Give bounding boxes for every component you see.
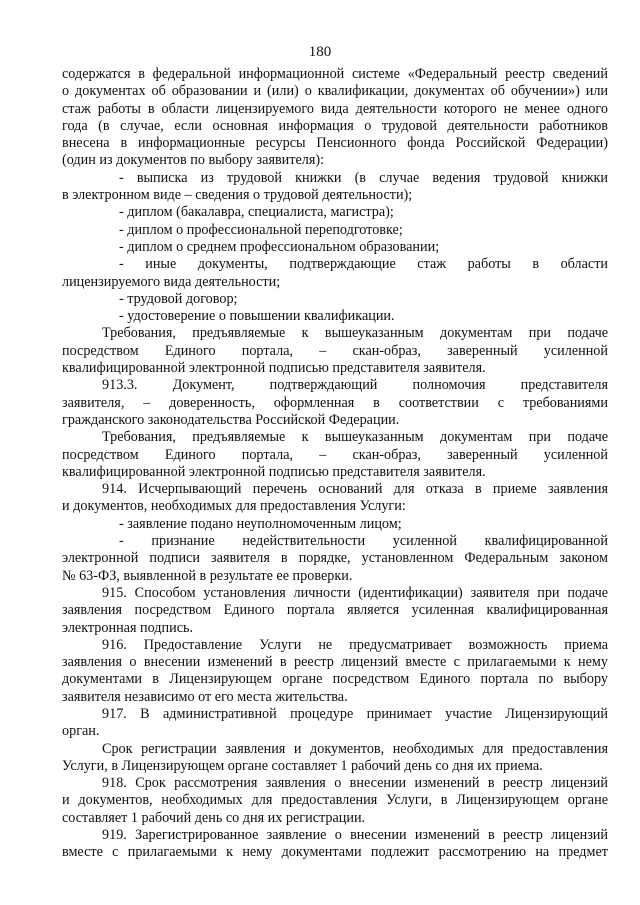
text-line: электронная подпись.: [62, 619, 194, 636]
text-line: - иные документы, подтверждающие стаж работы в области: [119, 256, 608, 273]
text-line: 919. Зарегистрированное заявление о внесении изменений в реестр лицензий: [102, 827, 608, 844]
text-line: - признание недействительности усиленной квалифицированной: [119, 533, 608, 550]
text-line: Срок регистрации заявления и документов, необходимых для предоставления: [102, 740, 608, 757]
text-line: заявителя, – доверенность, оформленная в соответствии с требованиями: [62, 394, 608, 411]
text-line: заявителя независимо от его места жительства.: [62, 688, 348, 705]
text-line: квалифицированной электронной подписью представителя заявителя.: [62, 463, 486, 480]
document-body: [62, 66, 608, 862]
text-line: в электронном виде – сведения о трудовой деятельности);: [62, 187, 413, 204]
text-line: 918. Срок рассмотрения заявления о внесении изменений в реестр лицензий: [102, 775, 608, 792]
text-line: заявления о внесении изменений в реестр лицензий вместе с прилагаемыми к нему: [62, 654, 608, 671]
text-line: квалифицированной электронной подписью представителя заявителя.: [62, 360, 486, 377]
text-line: 913.3. Документ, подтверждающий полномочия представителя: [102, 377, 608, 394]
text-line: года (в случае, если основная информация о трудовой деятельности работников: [62, 117, 608, 134]
text-line: - диплом о среднем профессиональном образовании;: [119, 238, 440, 255]
text-line: - выписка из трудовой книжки (в случае ведения трудовой книжки: [119, 169, 608, 186]
text-line: № 63-ФЗ, выявленной в результате ее проверки.: [62, 567, 353, 584]
text-line: гражданского законодательства Российской Федерации.: [62, 411, 400, 428]
text-line: Требования, предъявляемые к вышеуказанным документам при подаче: [102, 325, 608, 342]
text-line: лицензируемого вида деятельности;: [62, 273, 281, 290]
text-line: 914. Исчерпывающий перечень оснований для отказа в приеме заявления: [102, 481, 608, 498]
text-line: содержатся в федеральной информационной системе «Федеральный реестр сведений: [62, 66, 608, 82]
text-line: - трудовой договор;: [119, 290, 238, 307]
text-line: посредством Единого портала, – скан-образ, заверенный усиленной: [62, 446, 608, 463]
text-line: - удостоверение о повышении квалификации.: [119, 308, 395, 325]
text-line: о документах об образовании и (или) о квалификации, документах об обучении») или: [62, 83, 608, 100]
text-line: 917. В административной процедуре принимает участие Лицензирующий: [102, 705, 608, 722]
text-line: составляет 1 рабочий день со дня их регистрации.: [62, 809, 366, 826]
text-line: (один из документов по выбору заявителя):: [62, 152, 325, 169]
text-line: и документов, необходимых для предоставления Услуги:: [62, 498, 406, 515]
text-line: документами в Лицензирующем органе посредством Единого портала по выбору: [62, 671, 608, 688]
text-line: 915. Способом установления личности (идентификации) заявителя при подаче: [102, 584, 608, 601]
text-line: посредством Единого портала, – скан-образ, заверенный усиленной: [62, 342, 608, 359]
text-line: орган.: [62, 723, 100, 740]
text-line: 916. Предоставление Услуги не предусматривает возможность приема: [102, 636, 608, 653]
text-line: стаж работы в области лицензируемого вида деятельности которого не менее одного: [62, 100, 608, 117]
text-line: и документов, необходимых для предоставления Услуги, в Лицензирующем органе: [62, 792, 608, 809]
text-line: Услуги, в Лицензирующем органе составляет 1 рабочий день со дня их приема.: [62, 757, 543, 774]
text-line: электронной подписи заявителя в порядке, установленном Федеральным законом: [62, 550, 608, 567]
text-line: - диплом о профессиональной переподготовке;: [119, 221, 403, 238]
text-line: Требования, предъявляемые к вышеуказанным документам при подаче: [102, 429, 608, 446]
text-line: внесена в информационные ресурсы Пенсионного фонда Российской Федерации): [62, 135, 608, 152]
text-line: вместе с прилагаемыми к нему документами подлежит рассмотрению на предмет: [62, 844, 608, 861]
text-line: заявления посредством Единого портала является усиленная квалифицированная: [62, 602, 608, 619]
text-line: - заявление подано неуполномоченным лицом;: [119, 515, 402, 532]
text-line: - диплом (бакалавра, специалиста, магистра);: [119, 204, 394, 221]
page-number: 180: [308, 44, 332, 60]
